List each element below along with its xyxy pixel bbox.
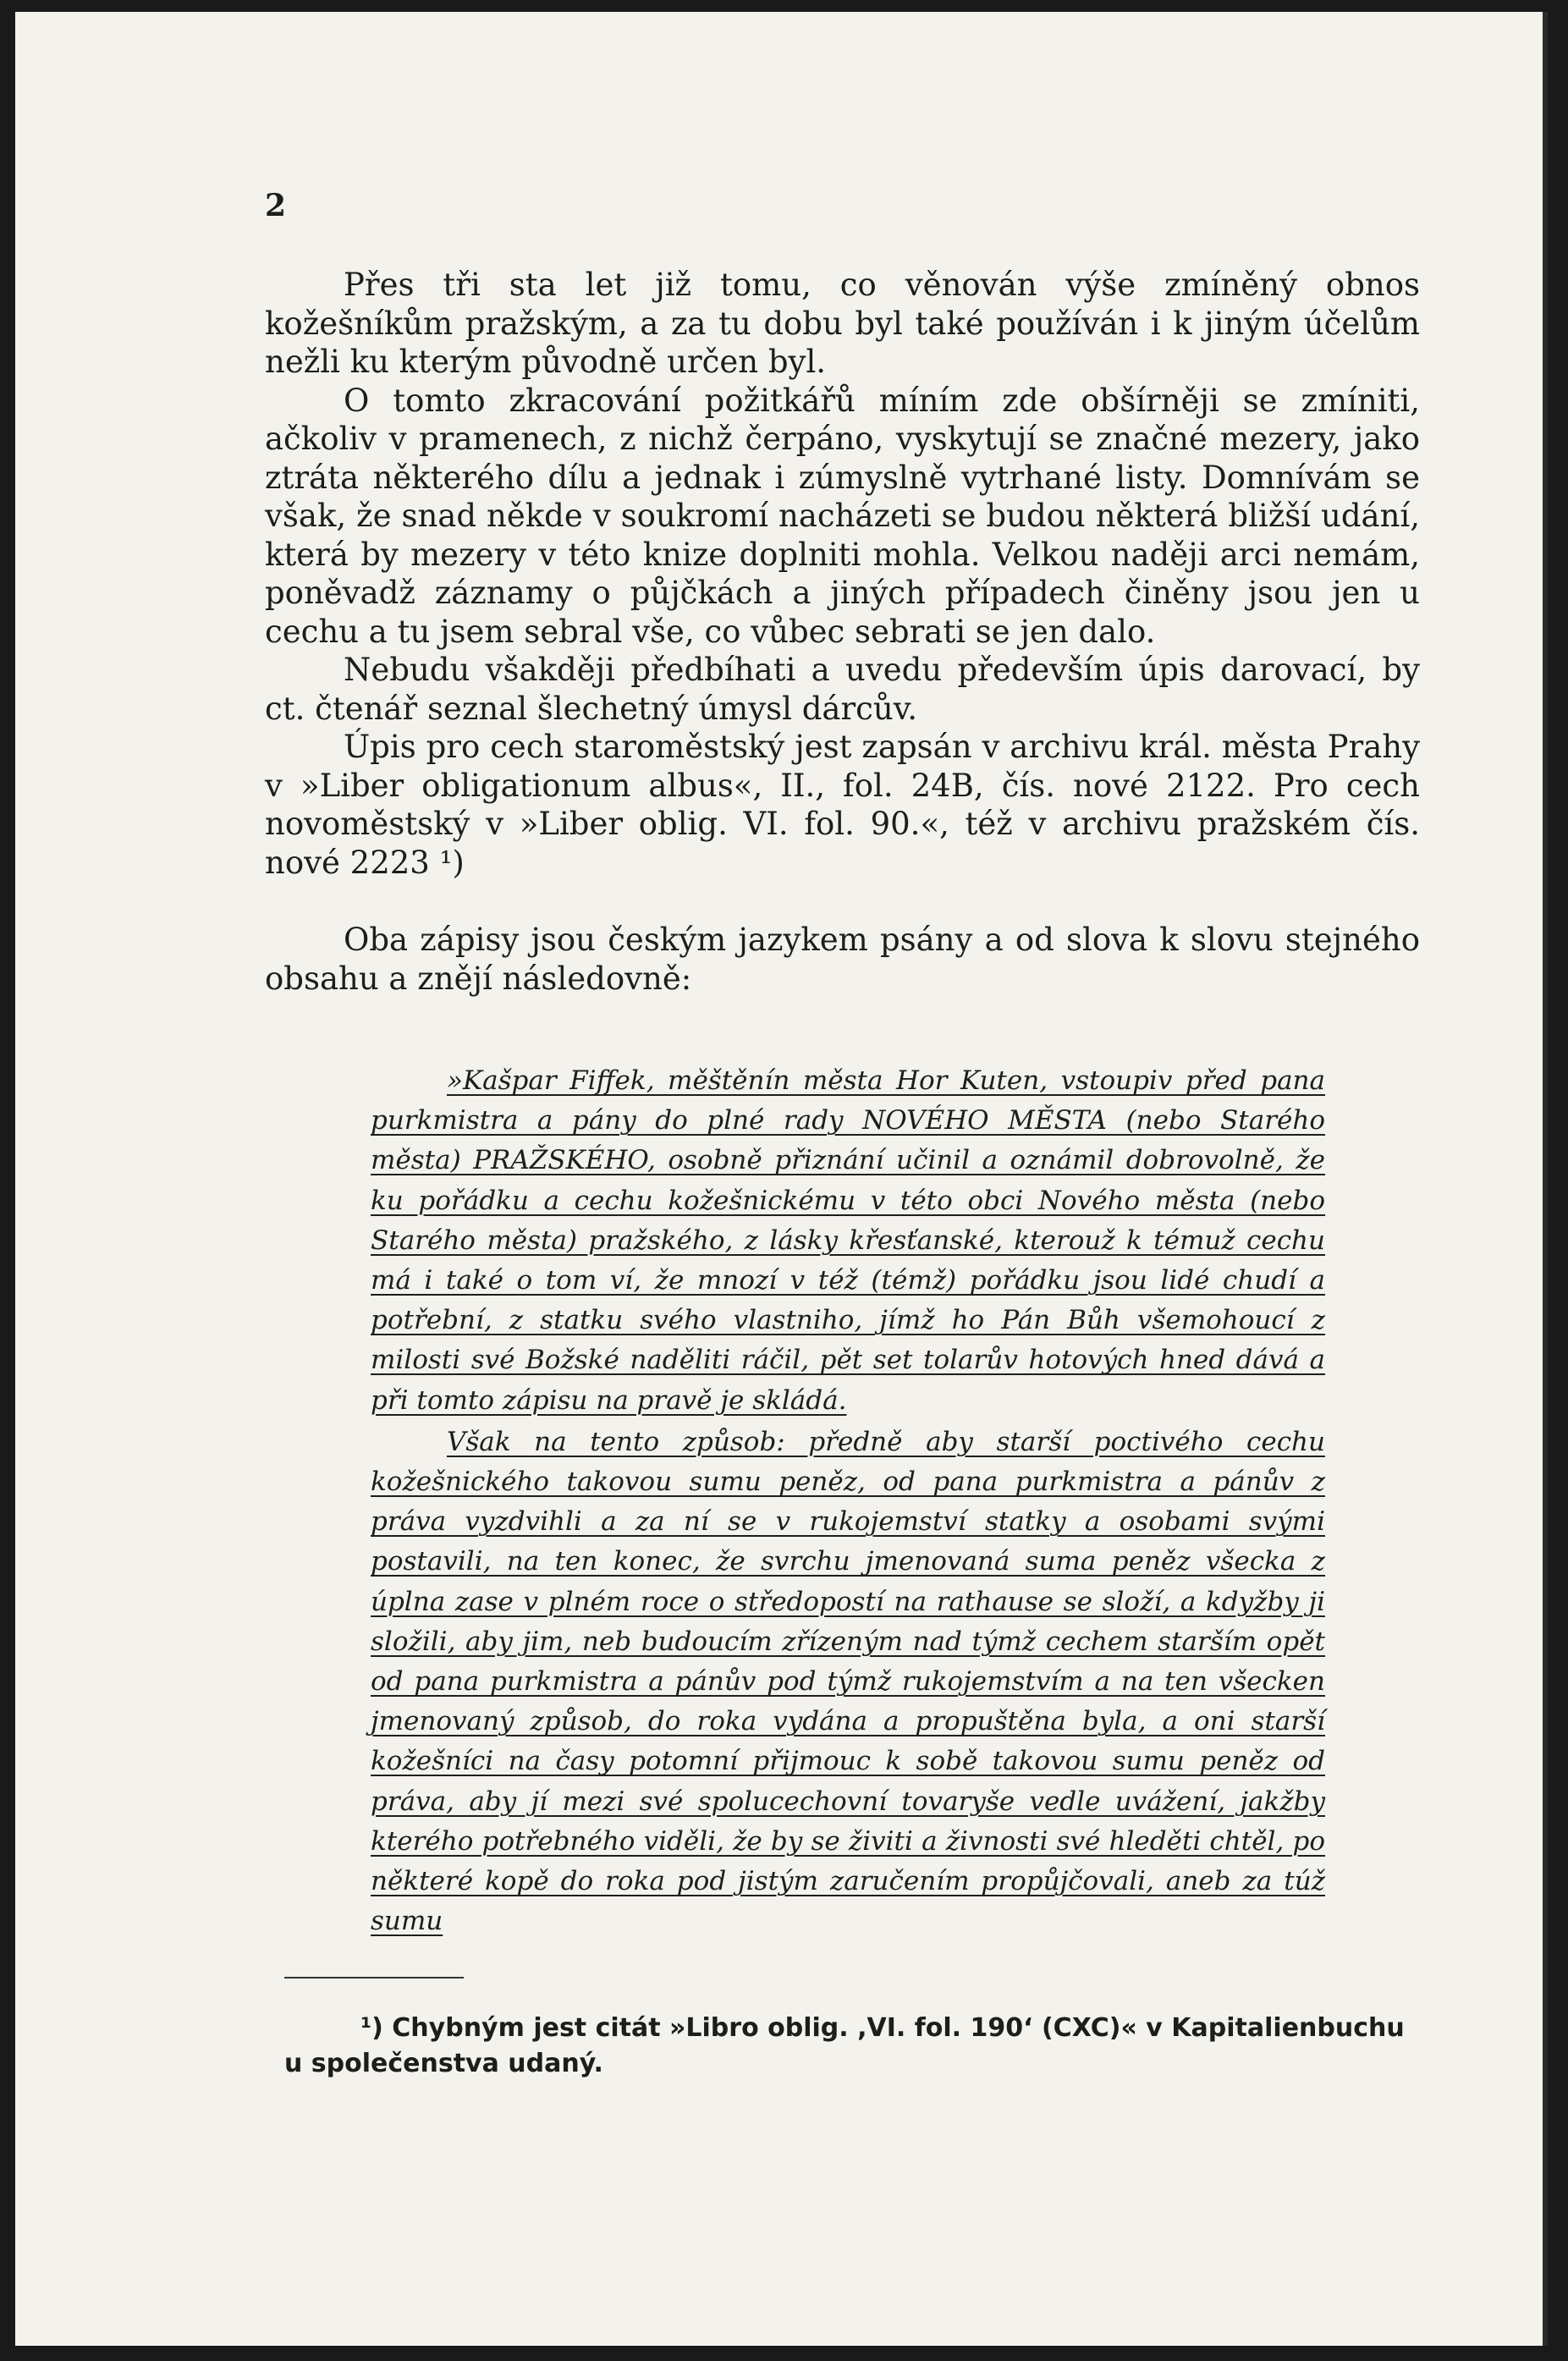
paragraph-2: O tomto zkracování požitkářů míním zde obšírněji se zmíniti, ačkoliv v pramenech, z nichž čerpáno, vyskytují se značné mezery, jako ztráta některého dílu a jednak i zúmyslně vytrhané listy. Domnívám se však, že snad někde v soukromí nacházeti se budou některá bližší udání, která by mezery v této knize doplniti mohla. Velkou naději arci nemám, poněvadž záznamy o půjčkách a jiných případech činěny jsou jen u cechu a tu jsem sebral vše, co vůbec sebrati se jen dalo.	[265, 382, 1420, 650]
footnote: ¹) Chybným jest citát »Libro oblig. ,VI. fol. 190‘ (CXC)« v Kapitalienbuchu u společenstva udaný.	[284, 2013, 1405, 2078]
quote-paragraph-1-text: »Kašpar Fiffek, měštěnín města Hor Kuten, vstoupiv před pana purkmistra a pány do plné rady NOVÉHO MĚSTA (nebo Starého města) PRAŽSKÉHO, osobně přiznání učinil a oznámil dobrovolně, že ku pořádku a cechu kožešnickému v této obci Nového města (nebo Starého města) pražského, z lásky křesťanské, kterouž k témuž cechu má i také o tom ví, že mnozí v též (témž) pořádku jsou lidé chudí a potřební, z statku svého vlastniho, jímž ho Pán Bůh všemohoucí z milosti své Božské naděliti ráčil, pět set tolarův hotových hned dává a při tomto zápisu na pravě je skládá.	[371, 1065, 1325, 1416]
body-text	[265, 266, 1420, 998]
quote-paragraph-2	[371, 1423, 1325, 1942]
quoted-deed	[371, 1061, 1325, 1941]
page-number: 2	[265, 188, 287, 223]
document-page	[15, 12, 1548, 2346]
paragraph-1: Přes tři sta let již tomu, co věnován výše zmíněný obnos kožešníkům pražským, a za tu dobu byl také používán i k jiným účelům nežli ku kterým původně určen byl.	[265, 267, 1420, 380]
quote-paragraph-2-text: Však na tento způsob: předně aby starší poctivého cechu kožešnického takovou sumu peněz, od pana purkmistra a pánův z práva vyzdvihli a za ní se v rukojemství statky a osobami svými postavili, na ten konec, že svrchu jmenovaná suma peněz všecka z úplna zase v plném roce o středopostí na rathause se složí, a kdyžby ji složili, aby jim, neb budoucím zřízeným nad týmž cechem starším opět od pana purkmistra a pánův pod týmž rukojemstvím a na ten všecken jmenovaný způsob, do roka vydána a propuštěna byla, a oni starší kožešníci na časy potomní přijmouc k sobě takovou sumu peněz od práva, aby jí mezi své spolucechovní tovaryše vedle uvážení, jakžby kterého potřebného viděli, že by se živiti a živnosti své hleděti chtěl, po některé kopě do roka pod jistým zaručením propůjčovali, aneb za túž sumu	[371, 1426, 1325, 1937]
quote-paragraph-1	[371, 1061, 1325, 1421]
paragraph-5: Oba zápisy jsou českým jazykem psány a od slova k slovu stejného obsahu a znějí následovně:	[265, 922, 1420, 997]
paragraph-3: Nebudu všakději předbíhati a uvedu především úpis darovací, by ct. čtenář seznal šlechetný úmysl dárcův.	[265, 652, 1420, 727]
paragraph-4: Úpis pro cech staroměstský jest zapsán v archivu král. města Prahy v »Liber obligationum albus«, II., fol. 24B, čís. nové 2122. Pro cech novoměstský v »Liber oblig. VI. fol. 90.«, též v archivu pražském čís. nové 2223 ¹)	[265, 729, 1420, 881]
footnote-divider	[284, 1977, 464, 1979]
